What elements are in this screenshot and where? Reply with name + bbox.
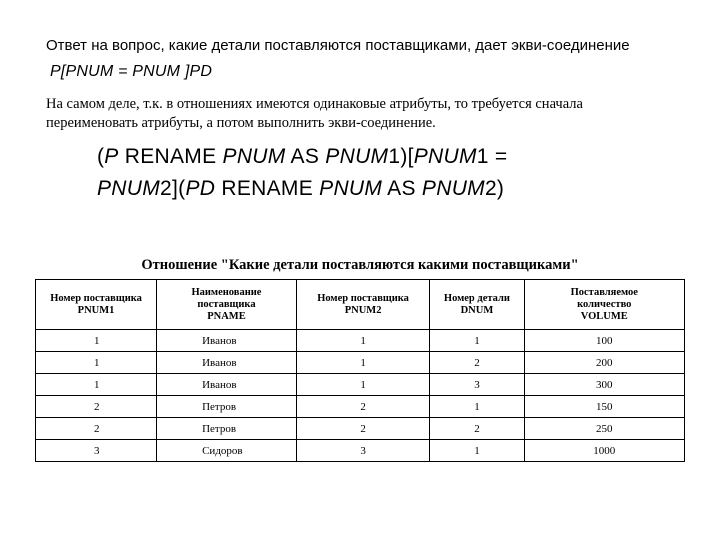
cell-pname: Иванов: [157, 352, 297, 374]
cell-volume: 1000: [524, 440, 684, 462]
formula-part: AS: [382, 177, 422, 200]
cell-pnum1: 1: [36, 352, 157, 374]
rename-formula-line-2: [97, 177, 504, 201]
header-line: Наименование: [191, 286, 262, 298]
table-row: [36, 396, 685, 418]
table-header-row: [36, 280, 685, 330]
cell-pnum2: 3: [296, 440, 430, 462]
header-dnum: [430, 280, 524, 330]
header-pnum2: [296, 280, 430, 330]
formula-part: PNUM: [97, 177, 161, 200]
formula-part: AS: [285, 145, 326, 168]
cell-dnum: 3: [430, 374, 524, 396]
header-line: Поставляемое: [570, 286, 638, 298]
table-row: [36, 352, 685, 374]
cell-pnum2: 1: [296, 352, 430, 374]
formula-part: PNUM: [421, 177, 485, 200]
cell-dnum: 1: [430, 440, 524, 462]
header-volume: [524, 280, 684, 330]
formula-part: P: [104, 145, 119, 168]
formula-part: 1: [388, 145, 401, 168]
table-row: [36, 418, 685, 440]
cell-pnum1: 1: [36, 330, 157, 352]
cell-pnum2: 1: [296, 374, 430, 396]
cell-pname: Иванов: [157, 330, 297, 352]
cell-pnum2: 1: [296, 330, 430, 352]
equi-join-formula: P[PNUM = PNUM ]PD: [50, 63, 213, 80]
table-title: [0, 257, 720, 274]
header-pnum1: [36, 280, 157, 330]
header-line: VOLUME: [580, 310, 628, 322]
cell-dnum: 1: [430, 330, 524, 352]
header-line: DNUM: [460, 304, 494, 316]
formula-part: PNUM: [319, 177, 383, 200]
header-line: количество: [577, 298, 632, 310]
formula-part: PNUM: [222, 145, 286, 168]
cell-pname: Иванов: [157, 374, 297, 396]
cell-pnum1: 2: [36, 418, 157, 440]
header-pname: [157, 280, 297, 330]
table-row: [36, 374, 685, 396]
cell-pname: Петров: [157, 418, 297, 440]
header-line: Номер поставщика: [50, 292, 142, 304]
header-line: PNUM2: [344, 304, 382, 316]
rename-formula-line-1: [97, 145, 507, 169]
cell-pname: Петров: [157, 396, 297, 418]
cell-volume: 150: [524, 396, 684, 418]
cell-volume: 100: [524, 330, 684, 352]
formula-part: 2](: [160, 177, 186, 200]
cell-dnum: 2: [430, 352, 524, 374]
paragraph-line: переименовать атрибуты, а потом выполнить экви-соединение.: [46, 115, 436, 131]
header-line: поставщика: [197, 298, 256, 310]
header-line: Номер поставщика: [317, 292, 409, 304]
formula-part: PNUM: [325, 145, 389, 168]
table-row: [36, 330, 685, 352]
formula-part: (: [97, 145, 105, 168]
relation-table: [35, 279, 685, 462]
formula-part: RENAME: [215, 177, 320, 200]
cell-pnum1: 2: [36, 396, 157, 418]
cell-volume: 200: [524, 352, 684, 374]
cell-pnum2: 2: [296, 418, 430, 440]
formula-part: RENAME: [118, 145, 223, 168]
intro-text: Ответ на вопрос, какие детали поставляются поставщиками, дает экви-соединение: [46, 37, 630, 54]
formula-part: 2): [484, 177, 505, 200]
explanation-paragraph: [46, 95, 686, 133]
paragraph-line: На самом деле, т.к. в отношениях имеются одинаковые атрибуты, то требуется сначала: [46, 96, 583, 112]
formula-part: PNUM: [413, 145, 477, 168]
table-row: [36, 440, 685, 462]
formula-part: PD: [185, 177, 216, 200]
cell-pnum1: 3: [36, 440, 157, 462]
cell-volume: 250: [524, 418, 684, 440]
header-line: Номер детали: [443, 292, 510, 304]
table-title-text: Отношение "Какие детали поставляются какими поставщиками": [141, 257, 579, 273]
header-line: PNAME: [207, 310, 246, 322]
cell-pnum1: 1: [36, 374, 157, 396]
cell-pnum2: 2: [296, 396, 430, 418]
cell-dnum: 1: [430, 396, 524, 418]
formula-part: )[: [400, 145, 414, 168]
formula-part: 1 =: [476, 145, 508, 168]
cell-volume: 300: [524, 374, 684, 396]
cell-pname: Сидоров: [157, 440, 297, 462]
cell-dnum: 2: [430, 418, 524, 440]
header-line: PNUM1: [77, 304, 115, 316]
